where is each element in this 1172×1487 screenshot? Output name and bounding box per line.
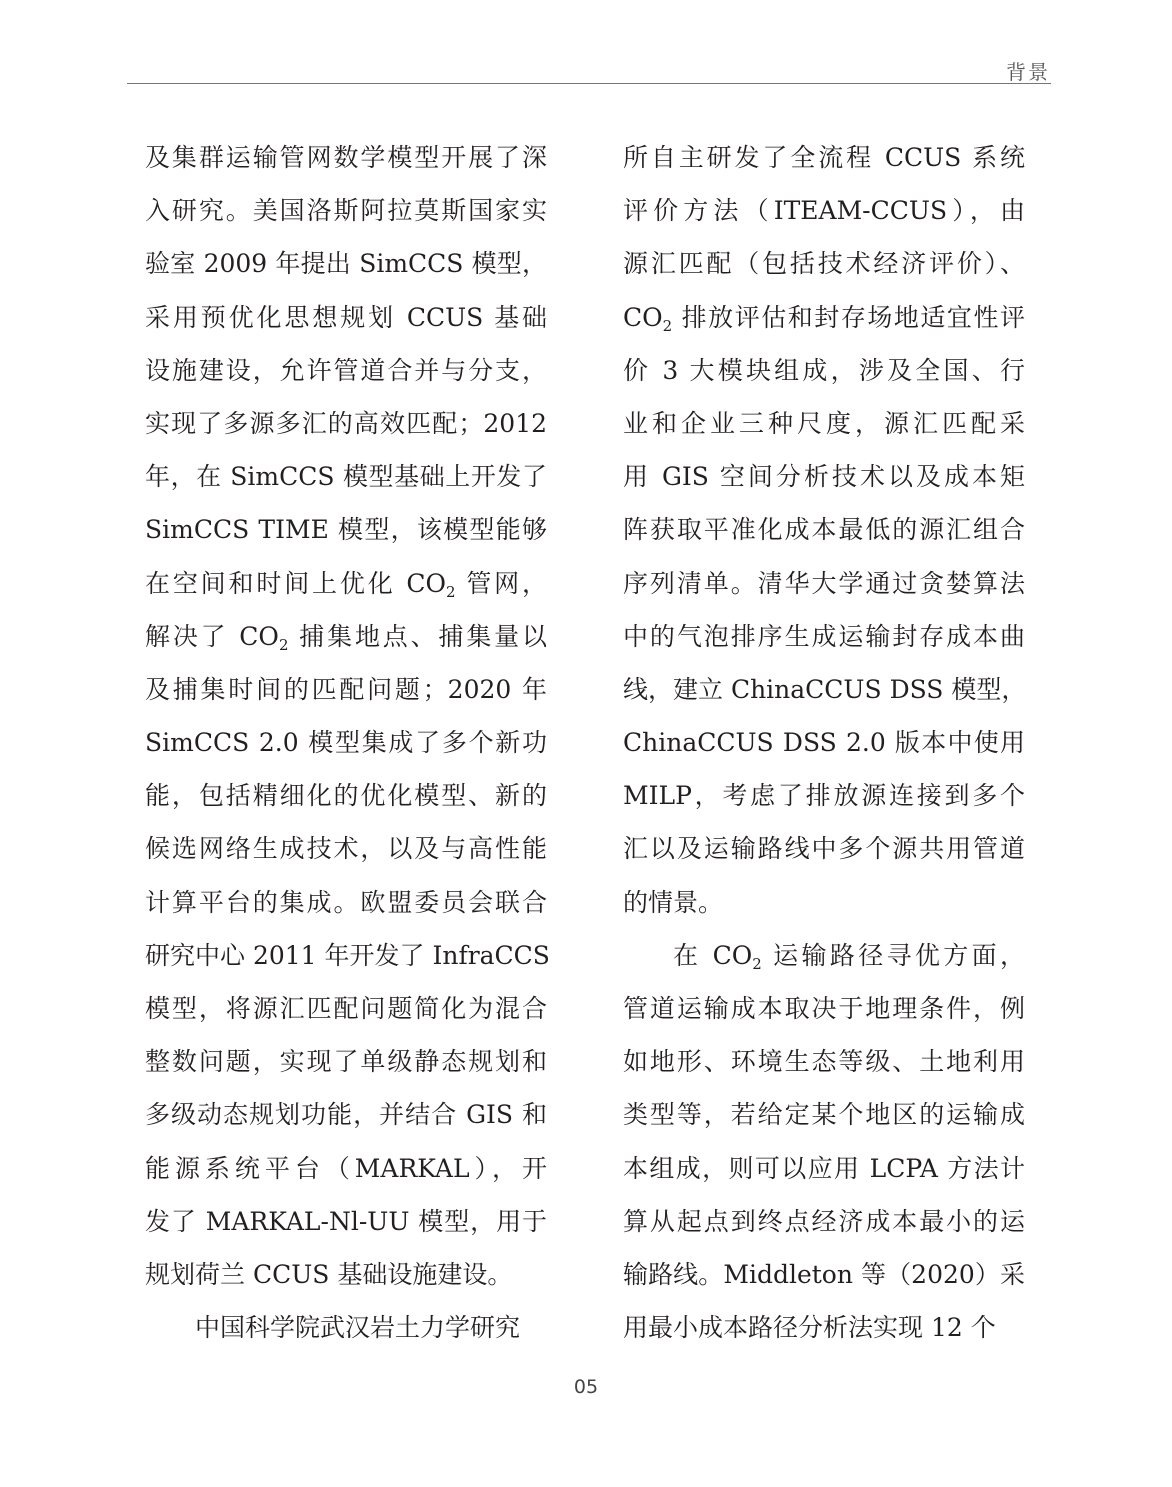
page-number: 05 <box>573 1376 599 1398</box>
text-line: 能，包括精细化的优化模型、新的 <box>145 781 547 811</box>
text-line <box>145 557 547 610</box>
text-span: 运输路径寻优方面， <box>761 940 1026 970</box>
text-line: 评价方法（ITEAM-CCUS），由 <box>623 196 1025 226</box>
text-line: 如地形、环境生态等级、土地利用 <box>623 1047 1025 1077</box>
text-line: 价 3 大模块组成，涉及全国、行 <box>623 355 1025 385</box>
text-line: ChinaCCUS DSS 2.0 版本中使用 <box>623 728 1025 758</box>
text-line: 阵获取平准化成本最低的源汇组合 <box>623 515 1025 545</box>
text-line: 类型等，若给定某个地区的运输成 <box>623 1100 1025 1130</box>
text-line: 用最小成本路径分析法实现 12 个 <box>623 1313 996 1343</box>
text-line: 能源系统平台（MARKAL），开 <box>145 1153 547 1183</box>
text-line: 模型，将源汇匹配问题简化为混合 <box>145 994 547 1023</box>
text-line: 管道运输成本取决于地理条件，例 <box>623 994 1025 1023</box>
text-line: 所自主研发了全流程 CCUS 系统 <box>623 143 1025 172</box>
text-line: 及集群运输管网数学模型开展了深 <box>145 143 547 172</box>
left-text-column <box>145 131 550 1354</box>
subscript: 2 <box>752 954 762 973</box>
text-line: 算从起点到终点经济成本最小的运 <box>623 1206 1025 1236</box>
text-line: 及捕集时间的匹配问题；2020 年 <box>145 674 547 704</box>
text-line <box>623 291 1025 344</box>
text-line: 线，建立 ChinaCCUS DSS 模型， <box>623 674 1027 704</box>
text-line <box>623 929 1025 982</box>
right-text-column <box>623 131 1025 1354</box>
text-line: 计算平台的集成。欧盟委员会联合 <box>145 887 547 917</box>
text-line: 验室 2009 年提出 SimCCS 模型， <box>145 249 547 279</box>
running-header: 背景 <box>1006 60 1050 84</box>
text-line: 用 GIS 空间分析技术以及成本矩 <box>623 462 1025 492</box>
text-line: 采用预优化思想规划 CCUS 基础 <box>145 302 547 332</box>
text-line: 的情景。 <box>623 887 724 917</box>
text-span: 解决了 CO <box>145 621 279 651</box>
text-line: SimCCS 2.0 模型集成了多个新功 <box>145 728 547 758</box>
text-line: 序列清单。清华大学通过贪婪算法 <box>623 568 1025 598</box>
text-line: 年，在 SimCCS 模型基础上开发了 <box>145 462 547 492</box>
text-line: 中的气泡排序生成运输封存成本曲 <box>623 621 1025 651</box>
text-span: 管网， <box>455 568 547 598</box>
text-line: 实现了多源多汇的高效匹配；2012 <box>145 408 547 438</box>
text-line: 发了 MARKAL-Nl-UU 模型，用于 <box>145 1206 547 1236</box>
text-line: 设施建设，允许管道合并与分支， <box>145 355 547 385</box>
subscript: 2 <box>662 316 673 335</box>
text-line: MILP，考虑了排放源连接到多个 <box>623 781 1025 811</box>
text-line: 整数问题，实现了单级静态规划和 <box>145 1047 547 1077</box>
text-line: 规划荷兰 CCUS 基础设施建设。 <box>145 1259 513 1289</box>
text-line: 本组成，则可以应用 LCPA 方法计 <box>623 1153 1025 1183</box>
text-line: 候选网络生成技术，以及与高性能 <box>145 834 547 864</box>
text-line: 中国科学院武汉岩土力学研究 <box>195 1313 521 1343</box>
text-line: 输路线。Middleton 等（2020）采 <box>623 1259 1025 1289</box>
text-span: CO <box>623 302 663 332</box>
text-line <box>145 610 547 663</box>
header-rule <box>127 83 1051 84</box>
text-span: 排放评估和封存场地适宜性评 <box>672 302 1025 332</box>
text-span: 在空间和时间上优化 CO <box>145 568 446 598</box>
text-line: 业和企业三种尺度，源汇匹配采 <box>623 408 1025 438</box>
text-line: 研究中心 2011 年开发了 InfraCCS <box>145 940 550 970</box>
text-line: 入研究。美国洛斯阿拉莫斯国家实 <box>145 196 547 226</box>
text-line: 源汇匹配（包括技术经济评价）、 <box>623 249 1025 279</box>
text-line: 汇以及运输路线中多个源共用管道 <box>623 834 1025 864</box>
text-span: 捕集地点、捕集量以 <box>288 621 547 651</box>
subscript: 2 <box>278 635 289 654</box>
text-line: SimCCS TIME 模型，该模型能够 <box>145 515 547 545</box>
text-line: 多级动态规划功能，并结合 GIS 和 <box>145 1100 547 1130</box>
text-span: 在 CO <box>673 940 753 970</box>
subscript: 2 <box>445 582 456 601</box>
